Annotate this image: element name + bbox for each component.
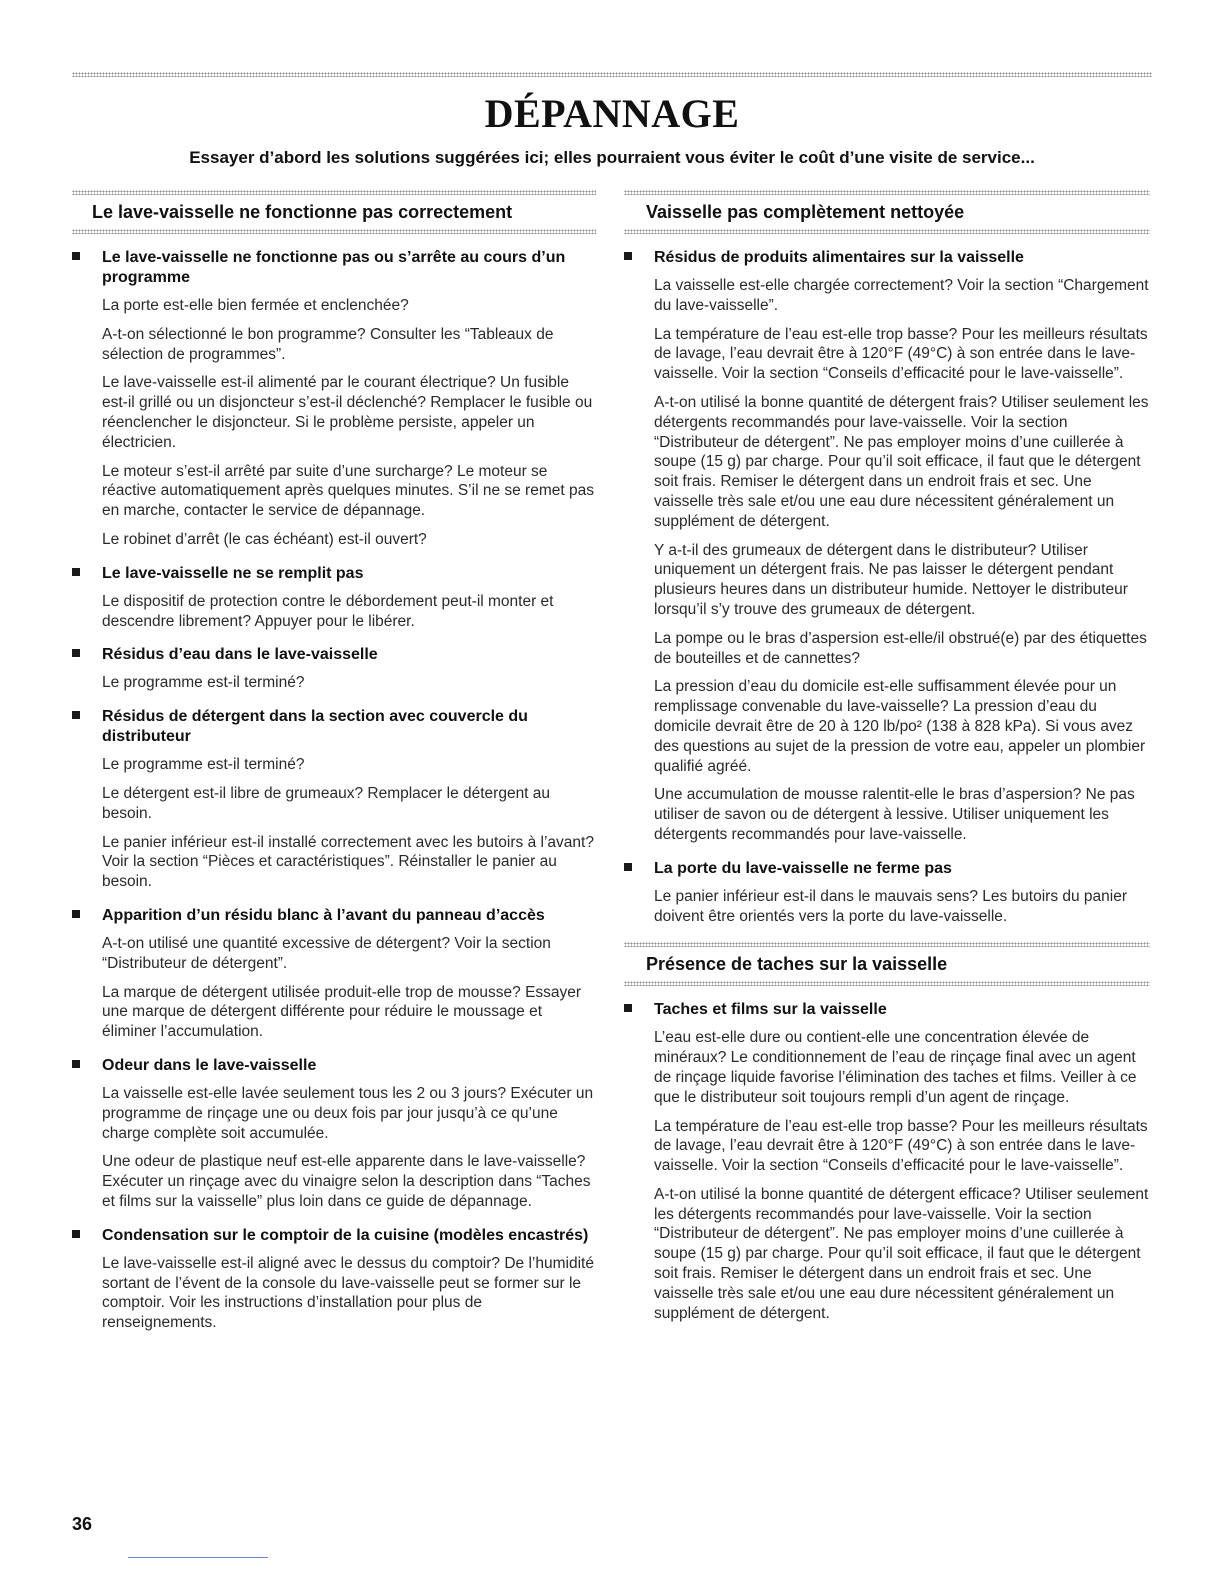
solution-paragraph: Y a-t-il des grumeaux de détergent dans le distributeur? Utiliser uniquement un détergent frais. Ne pas laisser le détergent pendant plusieurs heures dans un distributeur humide. Nettoyer le distributeur lorsqu’il s’y trouve des grumeaux de détergent. bbox=[654, 541, 1128, 618]
square-bullet-icon bbox=[72, 568, 80, 576]
square-bullet-icon bbox=[72, 649, 80, 657]
troubleshooting-list bbox=[624, 248, 1150, 926]
troubleshooting-item bbox=[624, 1000, 1150, 1323]
solution-paragraph: La pression d’eau du domicile est-elle suffisamment élevée pour un remplissage convenable du lave-vaisselle? La pression d’eau du domicile devrait être de 20 à 120 lb/po² (138 à 828 kPa). Si vous avez des questions au sujet de la pression de votre eau, appeler un plombier qualifié agréé. bbox=[654, 678, 1146, 775]
square-bullet-icon bbox=[624, 863, 632, 871]
troubleshooting-list bbox=[624, 1000, 1150, 1323]
solution-paragraph: Le lave-vaisselle est-il alimenté par le courant électrique? Un fusible est-il grillé ou un disjoncteur s’est-il déclenché? Remplacer le fusible ou réenclencher le disjoncteur. Si le problème persiste, appeler un électricien. bbox=[102, 374, 593, 451]
troubleshooting-item bbox=[72, 564, 596, 632]
left-column bbox=[72, 190, 596, 1333]
square-bullet-icon bbox=[72, 711, 80, 719]
troubleshooting-item bbox=[72, 645, 596, 693]
solution-paragraph: Le robinet d’arrêt (le cas échéant) est-il ouvert? bbox=[102, 530, 427, 548]
section-rule-bottom bbox=[624, 229, 1150, 234]
troubleshooting-list bbox=[72, 248, 596, 1333]
section-rule-bottom bbox=[624, 981, 1150, 986]
problem-heading: Résidus de détergent dans la section avec couvercle du distributeur bbox=[102, 708, 528, 746]
solution-paragraph: La vaisselle est-elle lavée seulement tous les 2 ou 3 jours? Exécuter un programme de rinçage une ou deux fois par jour jusqu’à ce qu’une charge complète soit accumulée. bbox=[102, 1084, 594, 1142]
solution-paragraph: Le programme est-il terminé? bbox=[102, 756, 305, 774]
solution-paragraph: La pompe ou le bras d’aspersion est-elle/il obstrué(e) par des étiquettes de bouteilles et de cannettes? bbox=[654, 629, 1147, 667]
problem-heading: Résidus d’eau dans le lave-vaisselle bbox=[102, 646, 378, 664]
troubleshooting-item bbox=[72, 248, 596, 550]
solution-paragraph: A-t-on utilisé la bonne quantité de détergent efficace? Utiliser seulement les détergents recommandés pour lave-vaisselle. Voir la section “Distributeur de détergent”. Ne pas employer moins d’une cuillerée à soupe (15 g) par charge. Pour qu’il soit efficace, il faut que le détergent soit frais. Remiser le détergent dans un endroit frais et sec. Une vaisselle très sale et/ou une eau dure nécessitent généralement un supplément de détergent. bbox=[654, 1185, 1149, 1322]
problem-heading: Taches et films sur la vaisselle bbox=[654, 1001, 887, 1019]
solution-paragraph: Le programme est-il terminé? bbox=[102, 674, 305, 692]
square-bullet-icon bbox=[72, 1060, 80, 1068]
problem-heading: Apparition d’un résidu blanc à l’avant du panneau d’accès bbox=[102, 906, 545, 924]
square-bullet-icon bbox=[72, 1230, 80, 1238]
troubleshooting-item bbox=[72, 1226, 596, 1333]
page-title: DÉPANNAGE bbox=[484, 91, 740, 136]
section-rule-top bbox=[72, 190, 596, 195]
troubleshooting-item bbox=[72, 906, 596, 1042]
section-title-not-clean: Vaisselle pas complètement nettoyée bbox=[646, 202, 965, 222]
intro-text: Essayer d’abord les solutions suggérées ici; elles pourraient vous éviter le coût d’une visite de service... bbox=[189, 148, 1035, 167]
solution-paragraph: Le lave-vaisselle est-il aligné avec le dessus du comptoir? De l’humidité sortant de l’évent de la console du lave-vaisselle peut se former sur le comptoir. Voir les instructions d’installation pour plus de renseignements. bbox=[102, 1254, 594, 1332]
solution-paragraph: Le dispositif de protection contre le débordement peut-il monter et descendre librement? Appuyer pour le libérer. bbox=[102, 592, 554, 630]
problem-heading: La porte du lave-vaisselle ne ferme pas bbox=[654, 859, 952, 877]
solution-paragraph: La porte est-elle bien fermée et enclenchée? bbox=[102, 297, 409, 314]
problem-heading: Résidus de produits alimentaires sur la vaisselle bbox=[654, 249, 1024, 266]
top-dotted-rule bbox=[72, 72, 1152, 77]
problem-heading: Condensation sur le comptoir de la cuisine (modèles encastrés) bbox=[102, 1226, 589, 1244]
bottom-rule bbox=[128, 1557, 268, 1558]
section-rule-top bbox=[624, 942, 1150, 947]
solution-paragraph: Une odeur de plastique neuf est-elle apparente dans le lave-vaisselle? Exécuter un rinçage avec du vinaigre selon la description dans “Taches et films sur la vaisselle” plus loin dans ce guide de dépannage. bbox=[102, 1153, 591, 1210]
problem-heading: Odeur dans le lave-vaisselle bbox=[102, 1056, 317, 1074]
square-bullet-icon bbox=[624, 1004, 632, 1012]
square-bullet-icon bbox=[72, 252, 80, 260]
solution-paragraph: La marque de détergent utilisée produit-elle trop de mousse? Essayer une marque de détergent différente pour réduire le moussage et éliminer l’accumulation. bbox=[102, 983, 582, 1041]
troubleshooting-item bbox=[624, 859, 1150, 927]
troubleshooting-item bbox=[72, 1056, 596, 1212]
solution-paragraph: Le panier inférieur est-il dans le mauvais sens? Les butoirs du panier doivent être orientés vers la porte du lave-vaisselle. bbox=[654, 887, 1128, 925]
solution-paragraph: Le panier inférieur est-il installé correctement avec les butoirs à l’avant? Voir la section “Pièces et caractéristiques”. Réinstaller le panier au besoin. bbox=[102, 833, 594, 891]
solution-paragraph: A-t-on utilisé la bonne quantité de détergent frais? Utiliser seulement les détergents recommandés pour lave-vaisselle. Voir la section “Distributeur de détergent”. Ne pas employer moins d’une cuillerée à soupe (15 g) par charge. Pour qu’il soit efficace, il faut que le détergent soit frais. Remiser le détergent dans un endroit frais et sec. Une vaisselle très sale et/ou une eau dure nécessitent généralement un supplément de détergent. bbox=[654, 393, 1149, 530]
square-bullet-icon bbox=[624, 252, 632, 260]
solution-paragraph: La température de l’eau est-elle trop basse? Pour les meilleurs résultats de lavage, l’eau devrait être à 120°F (49°C) à son entrée dans le lave-vaisselle. Voir la section “Conseils d’efficacité pour le lave-vaisselle”. bbox=[654, 325, 1148, 383]
solution-paragraph: Une accumulation de mousse ralentit-elle le bras d’aspersion? Ne pas utiliser de savon ou de détergent à lessive. Utiliser uniquement les détergents recommandés pour lave-vaisselle. bbox=[654, 786, 1135, 843]
solution-paragraph: L’eau est-elle dure ou contient-elle une concentration élevée de minéraux? Le conditionnement de l’eau de rinçage final avec un agent de rinçage liquide favorise l’élimination des taches et films. Veiller à ce que le distributeur soit toujours rempli d’un agent de rinçage. bbox=[654, 1029, 1137, 1106]
troubleshooting-item bbox=[624, 248, 1150, 845]
problem-heading: Le lave-vaisselle ne se remplit pas bbox=[102, 564, 364, 582]
solution-paragraph: La vaisselle est-elle chargée correctement? Voir la section “Chargement du lave-vaisselle”. bbox=[654, 277, 1149, 314]
problem-heading: Le lave-vaisselle ne fonctionne pas ou s’arrête au cours d’un programme bbox=[102, 249, 566, 286]
square-bullet-icon bbox=[72, 910, 80, 918]
troubleshooting-item bbox=[72, 707, 596, 892]
solution-paragraph: La température de l’eau est-elle trop basse? Pour les meilleurs résultats de lavage, l’eau devrait être à 120°F (49°C) à son entrée dans le lave-vaisselle. Voir la section “Conseils d’efficacité pour le lave-vaisselle”. bbox=[654, 1117, 1148, 1175]
section-title-spots: Présence de taches sur la vaisselle bbox=[646, 954, 948, 975]
solution-paragraph: A-t-on utilisé une quantité excessive de détergent? Voir la section “Distributeur de détergent”. bbox=[102, 934, 551, 972]
section-rule-top bbox=[624, 190, 1150, 195]
solution-paragraph: A-t-on sélectionné le bon programme? Consulter les “Tableaux de sélection de programmes”. bbox=[102, 325, 554, 363]
solution-paragraph: Le moteur s’est-il arrêté par suite d’une surcharge? Le moteur se réactive automatiquement après quelques minutes. S’il ne se remet pas en marche, contacter le service de dépannage. bbox=[102, 462, 594, 520]
section-title-not-working: Le lave-vaisselle ne fonctionne pas correctement bbox=[92, 202, 513, 222]
right-column bbox=[624, 190, 1150, 1323]
solution-paragraph: Le détergent est-il libre de grumeaux? Remplacer le détergent au besoin. bbox=[102, 784, 551, 822]
section-rule-bottom bbox=[72, 229, 596, 234]
page-number: 36 bbox=[72, 1514, 93, 1534]
